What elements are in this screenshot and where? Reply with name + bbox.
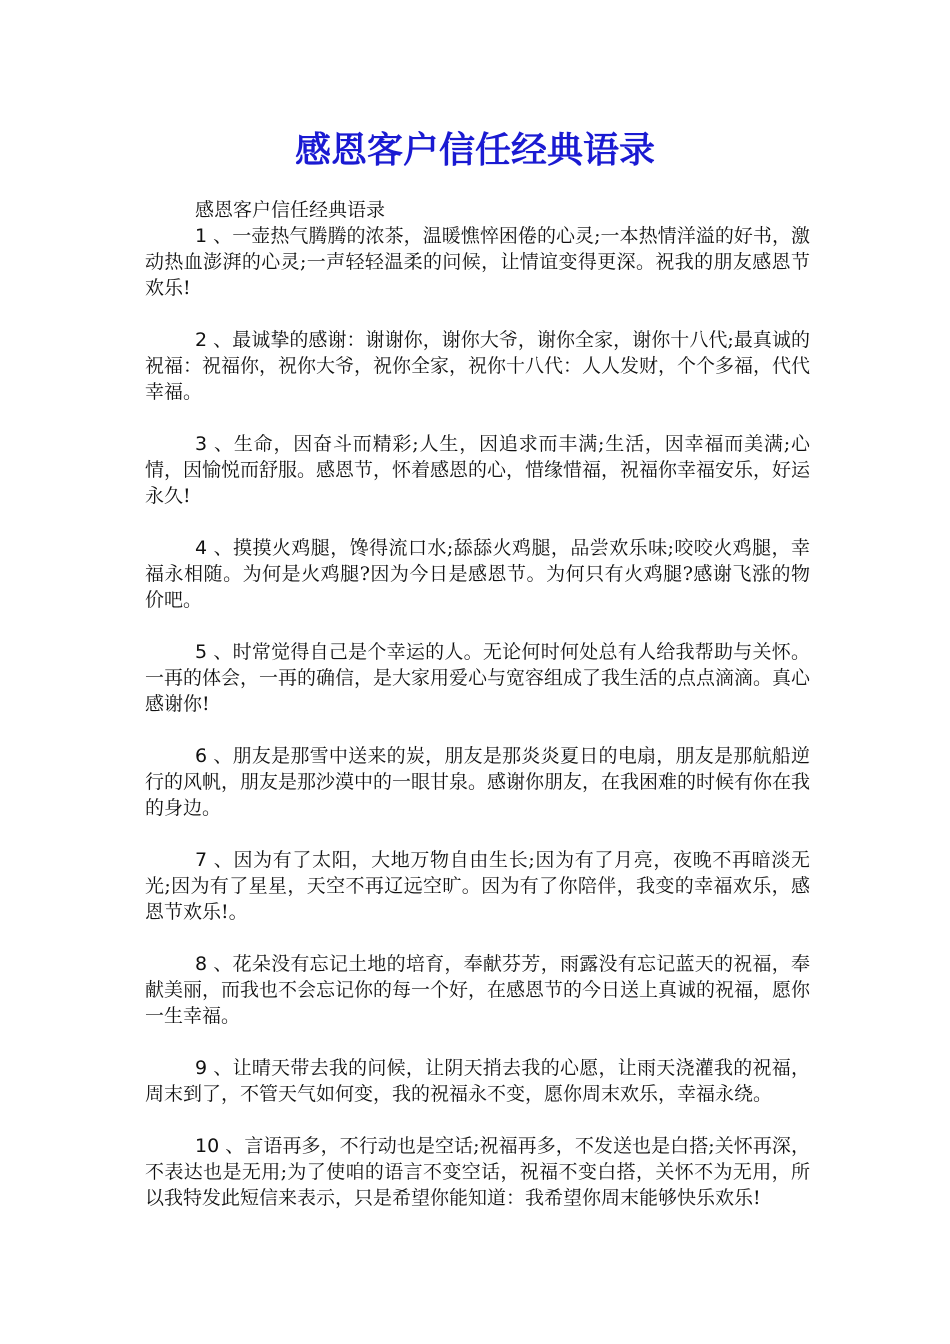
item-separator: 、: [207, 225, 233, 247]
item-text: 言语再多，不行动也是空话;祝福再多，不发送也是白搭;关怀再深，不表达也是无用;为了使咱的语言不变空话，祝福不变白搭，关怀不为无用，所以我特发此短信来表示，只是希望你能知道：我希望你周末能够快乐欢乐!: [145, 1135, 810, 1209]
list-item: [145, 327, 810, 405]
item-separator: 、: [219, 1135, 245, 1157]
item-separator: 、: [207, 537, 234, 559]
item-separator: 、: [207, 745, 233, 767]
item-text: 摸摸火鸡腿，馋得流口水;舔舔火鸡腿，品尝欢乐味;咬咬火鸡腿，幸福永相随。为何是火鸡腿?因为今日是感恩节。为何只有火鸡腿?感谢飞涨的物价吧。: [145, 537, 810, 611]
list-item: [145, 431, 810, 509]
item-number: 3: [195, 433, 208, 455]
item-separator: 、: [207, 953, 233, 975]
paragraph-list: [145, 223, 810, 1211]
item-text: 因为有了太阳，大地万物自由生长;因为有了月亮，夜晚不再暗淡无光;因为有了星星，天空不再辽远空旷。因为有了你陪伴，我变的幸福欢乐，感恩节欢乐!。: [145, 849, 810, 923]
item-number: 9: [195, 1057, 208, 1079]
list-item: [145, 639, 810, 717]
item-text: 最诚挚的感谢：谢谢你，谢你大爷，谢你全家，谢你十八代;最真诚的祝福：祝福你，祝你大爷，祝你全家，祝你十八代：人人发财，个个多福，代代幸福。: [145, 329, 811, 403]
list-item: [145, 743, 810, 821]
item-number: 10: [195, 1135, 220, 1157]
list-item: [145, 847, 810, 925]
item-number: 5: [195, 641, 208, 663]
item-text: 一壶热气腾腾的浓茶，温暖憔悴困倦的心灵;一本热情洋溢的好书，激动热血澎湃的心灵;一声轻轻温柔的问候，让情谊变得更深。祝我的朋友感恩节欢乐!: [145, 225, 810, 299]
document-body: [145, 197, 810, 1237]
item-number: 8: [195, 953, 208, 975]
item-separator: 、: [207, 849, 234, 871]
item-number: 1: [195, 225, 208, 247]
item-number: 7: [195, 849, 208, 871]
item-separator: 、: [207, 1057, 233, 1079]
item-separator: 、: [207, 329, 233, 351]
list-item: [145, 1055, 810, 1107]
document-title: 感恩客户信任经典语录: [294, 129, 655, 171]
item-text: 花朵没有忘记土地的培育，奉献芬芳，雨露没有忘记蓝天的祝福，奉献美丽，而我也不会忘记你的每一个好，在感恩节的今日送上真诚的祝福，愿你一生幸福。: [145, 953, 811, 1027]
intro-line: 感恩客户信任经典语录: [195, 199, 386, 221]
item-number: 6: [195, 745, 208, 767]
list-item: [145, 951, 810, 1029]
item-text: 时常觉得自己是个幸运的人。无论何时何处总有人给我帮助与关怀。一再的体会，一再的确信，是大家用爱心与宽容组成了我生活的点点滴滴。真心感谢你!: [145, 641, 811, 715]
item-text: 让晴天带去我的问候，让阴天捎去我的心愿，让雨天浇灌我的祝福，周末到了，不管天气如何变，我的祝福永不变，愿你周末欢乐，幸福永绕。: [145, 1057, 810, 1105]
item-number: 2: [195, 329, 208, 351]
list-item: [145, 535, 810, 613]
item-text: 朋友是那雪中送来的炭，朋友是那炎炎夏日的电扇，朋友是那航船逆行的风帆，朋友是那沙漠中的一眼甘泉。感谢你朋友，在我困难的时候有你在我的身边。: [145, 745, 811, 819]
item-separator: 、: [207, 641, 233, 663]
list-item: [145, 223, 810, 301]
list-item: [145, 1133, 810, 1211]
item-number: 4: [195, 537, 208, 559]
item-separator: 、: [207, 433, 234, 455]
item-text: 生命，因奋斗而精彩;人生，因追求而丰满;生活，因幸福而美满;心情，因愉悦而舒服。感恩节，怀着感恩的心，惜缘惜福，祝福你幸福安乐，好运永久!: [145, 433, 811, 507]
